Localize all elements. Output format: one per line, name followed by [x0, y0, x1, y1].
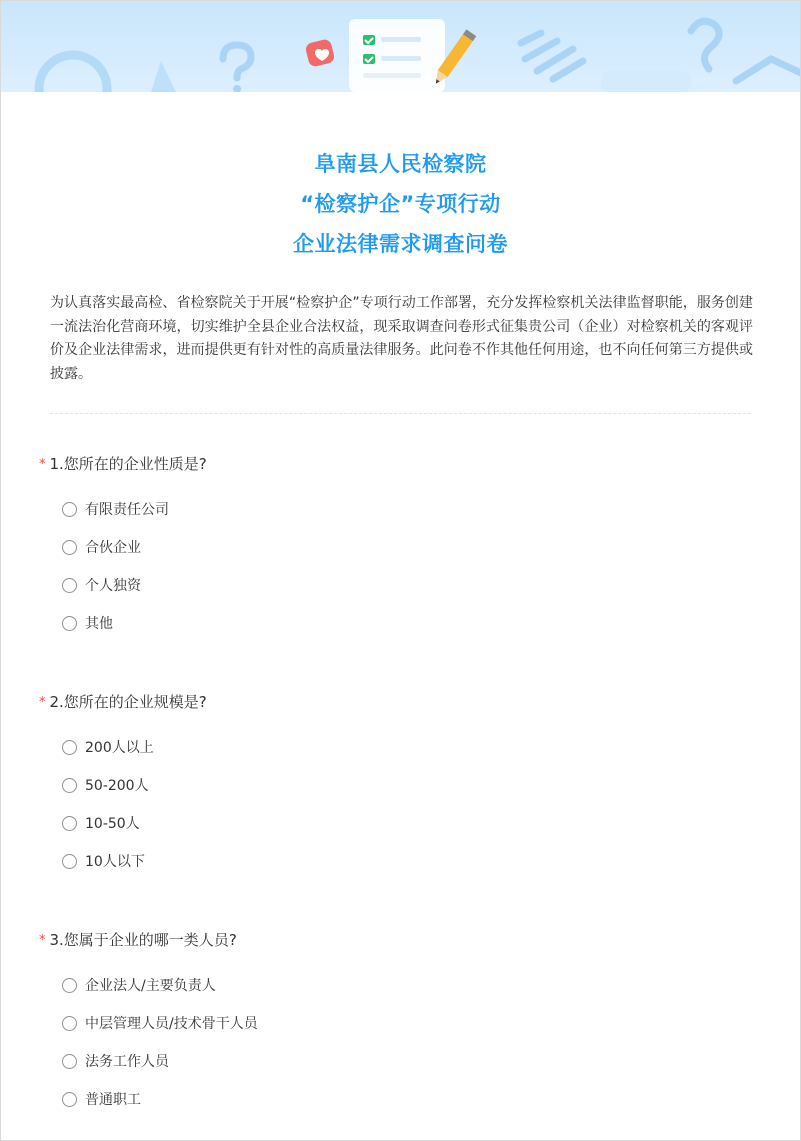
- option-radio[interactable]: [62, 490, 739, 528]
- options-list: [39, 490, 739, 642]
- question-title: [39, 452, 739, 476]
- header-banner: [1, 1, 800, 92]
- option-radio[interactable]: [62, 966, 739, 1004]
- option-radio[interactable]: [62, 842, 739, 880]
- question-mark-icon: [223, 45, 251, 92]
- question-title: [39, 928, 739, 952]
- options-list: [39, 966, 739, 1118]
- option-radio[interactable]: [62, 566, 739, 604]
- divider: [50, 413, 751, 414]
- required-mark: *: [39, 457, 46, 472]
- option-label: 企业法人/主要负责人: [85, 978, 216, 994]
- question-3: [39, 928, 739, 1118]
- decor-ring-icon: [39, 55, 107, 92]
- question-text: 3.您属于企业的哪一类人员?: [49, 931, 237, 949]
- title-line-1: 阜南县人民检察院: [314, 152, 487, 176]
- question-text: 1.您所在的企业性质是?: [49, 455, 207, 473]
- option-radio[interactable]: [62, 728, 739, 766]
- option-label: 个人独资: [85, 578, 141, 594]
- question-1: [39, 452, 739, 642]
- option-radio[interactable]: [62, 528, 739, 566]
- option-radio[interactable]: [62, 1004, 739, 1042]
- question-2: [39, 690, 739, 880]
- option-label: 有限责任公司: [85, 502, 169, 518]
- option-label: 200人以上: [85, 740, 154, 756]
- radio-circle-icon[interactable]: [62, 578, 77, 593]
- option-label: 中层管理人员/技术骨干人员: [85, 1016, 258, 1032]
- question-title: [39, 690, 739, 714]
- required-mark: *: [39, 933, 46, 948]
- radio-circle-icon[interactable]: [62, 502, 77, 517]
- option-label: 普通职工: [85, 1092, 141, 1108]
- radio-circle-icon[interactable]: [62, 616, 77, 631]
- radio-circle-icon[interactable]: [62, 778, 77, 793]
- survey-title: [1, 144, 800, 264]
- title-line-2: “检察护企”专项行动: [300, 192, 501, 216]
- checklist-icon: [349, 19, 445, 92]
- option-label: 10-50人: [85, 816, 140, 832]
- option-label: 合伙企业: [85, 540, 141, 556]
- option-label: 法务工作人员: [85, 1054, 169, 1070]
- radio-circle-icon[interactable]: [62, 816, 77, 831]
- radio-circle-icon[interactable]: [62, 540, 77, 555]
- option-radio[interactable]: [62, 1042, 739, 1080]
- radio-circle-icon[interactable]: [62, 978, 77, 993]
- radio-circle-icon[interactable]: [62, 1092, 77, 1107]
- radio-circle-icon[interactable]: [62, 1016, 77, 1031]
- option-label: 10人以下: [85, 854, 145, 870]
- option-label: 50-200人: [85, 778, 149, 794]
- options-list: [39, 728, 739, 880]
- option-radio[interactable]: [62, 804, 739, 842]
- option-radio[interactable]: [62, 604, 739, 642]
- radio-circle-icon[interactable]: [62, 740, 77, 755]
- option-label: 其他: [85, 616, 113, 632]
- option-radio[interactable]: [62, 1080, 739, 1118]
- question-text: 2.您所在的企业规模是?: [49, 693, 207, 711]
- title-line-3: 企业法律需求调查问卷: [293, 232, 508, 256]
- option-radio[interactable]: [62, 766, 739, 804]
- stripes-decor-icon: [521, 33, 583, 79]
- required-mark: *: [39, 695, 46, 710]
- radio-circle-icon[interactable]: [62, 854, 77, 869]
- radio-circle-icon[interactable]: [62, 1054, 77, 1069]
- survey-intro: 为认真落实最高检、省检察院关于开展“检察护企”专项行动工作部署，充分发挥检察机关法律监督职能，服务创建一流法治化营商环境，切实维护全县企业合法权益，现采取调查问卷形式征集贵公司（企业）对检察机关的客观评价及企业法律需求，进而提供更有针对性的高质量法律服务。此问卷不作其他任何用途，也不向任何第三方提供或披露。: [50, 295, 753, 382]
- heart-chat-icon: [304, 38, 335, 68]
